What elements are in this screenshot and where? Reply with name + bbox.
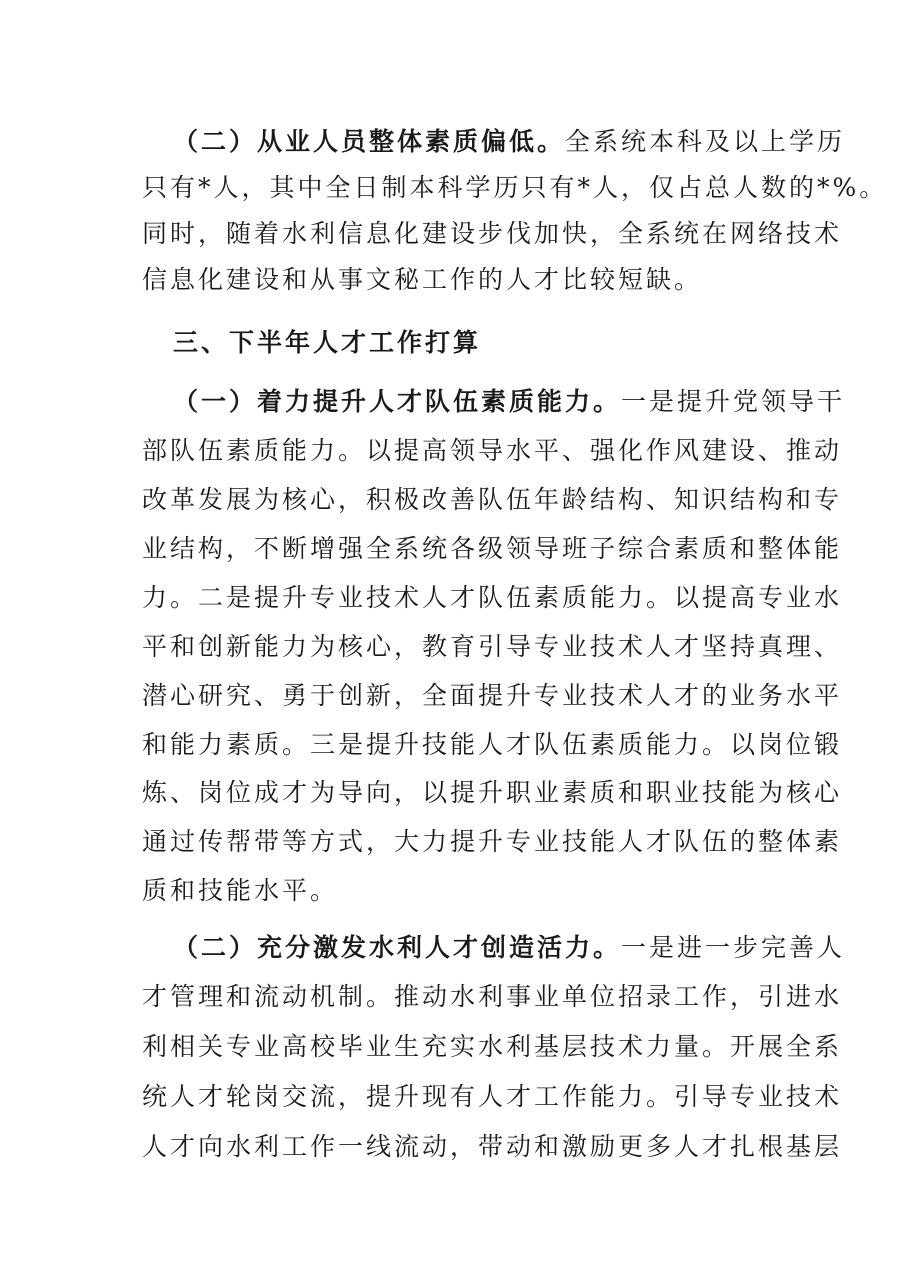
paragraph-heading: （二）充分激发水利人才创造活力。 (173, 933, 622, 962)
paragraph-line: 利相关专业高校毕业生充实水利基层技术力量。开展全系 (142, 1032, 843, 1061)
paragraph-line: 改革发展为核心，积极改善队伍年龄结构、知识结构和专 (142, 485, 843, 514)
paragraph-line: 部队伍素质能力。以提高领导水平、强化作风建设、推动 (142, 436, 843, 465)
paragraph-text: 一是进一步完善人 (621, 933, 846, 962)
paragraph-line: 质和技能水平。 (142, 876, 339, 905)
paragraph-line: 平和创新能力为核心，教育引导专业技术人才坚持真理、 (142, 632, 843, 661)
paragraph-line (173, 122, 845, 162)
paragraph-text: 全系统本科及以上学历 (565, 127, 846, 156)
paragraph-line (173, 928, 845, 968)
paragraph-line: 通过传帮带等方式，大力提升专业技能人才队伍的整体素 (142, 827, 843, 856)
paragraph-line: 力。二是提升专业技术人才队伍素质能力。以提高专业水 (142, 583, 843, 612)
paragraph-heading: （二）从业人员整体素质偏低。 (173, 127, 566, 156)
paragraph-text: 一是提升党领导干 (621, 387, 846, 416)
paragraph-line: 同时，随着水利信息化建设步伐加快，全系统在网络技术 (142, 219, 843, 248)
paragraph-line: 潜心研究、勇于创新，全面提升专业技术人才的业务水平 (142, 681, 843, 710)
paragraph-line: 和能力素质。三是提升技能人才队伍素质能力。以岗位锻 (142, 730, 843, 759)
paragraph-line: 业结构，不断增强全系统各级领导班子综合素质和整体能 (142, 534, 843, 563)
paragraph-line: 炼、岗位成才为导向，以提升职业素质和职业技能为核心 (142, 778, 843, 807)
paragraph-line: 信息化建设和从事文秘工作的人才比较短缺。 (142, 265, 703, 294)
paragraph-line: 人才向水利工作一线流动，带动和激励更多人才扎根基层 (142, 1132, 843, 1161)
paragraph-line (173, 382, 845, 422)
paragraph-line: 才管理和流动机制。推动水利事业单位招录工作，引进水 (142, 982, 843, 1011)
paragraph-line: 统人才轮岗交流，提升现有人才工作能力。引导专业技术 (142, 1082, 843, 1111)
paragraph-heading: （一）着力提升人才队伍素质能力。 (173, 387, 622, 416)
section-title: 三、下半年人才工作打算 (173, 328, 482, 357)
paragraph-line: 只有*人，其中全日制本科学历只有*人，仅占总人数的*%。 (142, 173, 888, 202)
